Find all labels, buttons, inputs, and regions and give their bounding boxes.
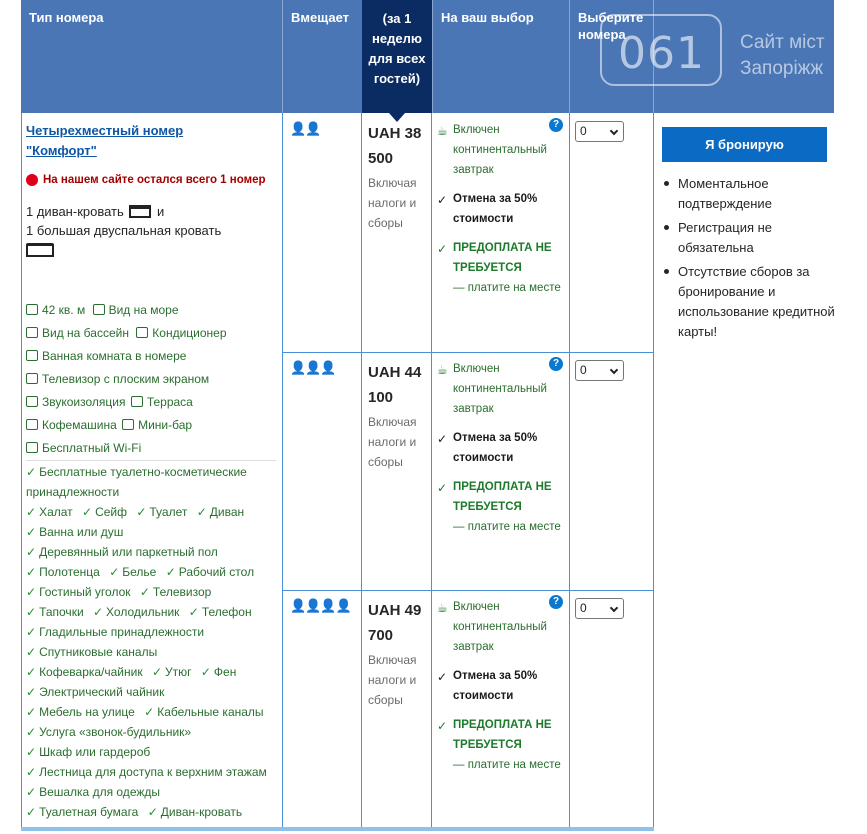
price-cell [368,360,434,472]
fact-row [26,322,276,345]
perk-item: Моментальное подтверждение [662,174,842,214]
amenity: Мебель на улице [39,705,135,719]
check-icon: ✓ [26,525,37,539]
check-icon: ✓ [151,665,162,679]
price-amount: UAH 38 500 [368,125,422,167]
check-icon: ✓ [26,705,37,719]
row-divider [282,352,654,353]
price-tax-note: Включая налоги и сборы [368,653,417,707]
coffee-cup-icon: ☕ [437,601,448,615]
check-icon: ✓ [437,719,448,733]
check-icon: ✓ [139,585,150,599]
fact-tv: Телевизор с плоским экраном [42,372,210,386]
check-icon: ✓ [136,505,147,519]
amenity: Шкаф или гардероб [39,745,151,759]
pay-at-property: — платите на месте [453,521,561,533]
help-icon[interactable]: ? [549,357,563,371]
check-icon: ✓ [26,625,37,639]
room-description [26,121,276,259]
bed-double-text: 1 большая двуспальная кровать [26,223,222,238]
check-icon: ✓ [26,645,37,659]
amenity: Тапочки [39,605,84,619]
fact-minibar: Мини-бар [138,418,193,432]
help-icon[interactable]: ? [549,118,563,132]
amenity: Телевизор [152,585,212,599]
header-room-type: Тип номера [29,10,104,25]
price-tax-note: Включая налоги и сборы [368,415,417,469]
amenity: Электрический чайник [39,685,165,699]
check-icon: ✓ [200,665,211,679]
check-icon: ✓ [26,605,37,619]
check-icon: ✓ [147,805,158,819]
room-facts [26,299,276,460]
check-icon: ✓ [437,242,448,256]
amenity-line [26,662,276,682]
wifi-icon [26,442,38,453]
no-prepayment-info: ✓ ПРЕДОПЛАТА НЕ ТРЕБУЕТСЯ [437,477,565,517]
amenity: Гладильные принадлежности [39,625,205,639]
amenity-line [26,502,276,522]
breakfast-info: ☕ Включен континентальный завтрак [437,120,565,180]
fact-row [26,391,276,414]
amenity: Кофеварка/чайник [39,665,143,679]
amenity-line [26,582,276,602]
red-dot-icon [26,174,38,186]
guests-3-icon: 👤👤👤 [290,360,336,375]
sea-view-icon [93,304,105,315]
check-icon: ✓ [26,765,37,779]
amenity-line [26,722,276,742]
amenity-line [26,602,276,622]
amenities-list [26,462,276,822]
choices-cell [437,597,565,775]
fact-area: 42 кв. м [42,303,86,317]
check-icon: ✓ [26,585,37,599]
price-amount: UAH 49 700 [368,602,422,644]
fact-ac: Кондиционер [152,326,227,340]
check-icon: ✓ [437,432,448,446]
choices-cell [437,359,565,537]
no-prepayment-info: ✓ ПРЕДОПЛАТА НЕ ТРЕБУЕТСЯ [437,238,565,278]
bed-sofa-text: 1 диван-кровать [26,204,124,219]
amenity: Спутниковые каналы [39,645,158,659]
amenity: Телефон [201,605,252,619]
cancellation-info: ✓ Отмена за 50% стоимости [437,666,565,706]
row-divider [282,590,654,591]
check-icon: ✓ [109,565,120,579]
amenity: Лестница для доступа к верхним этажам [39,765,267,779]
header-price-label: (за 1 неделю для всех гостей) [368,11,426,86]
check-icon: ✓ [82,505,93,519]
fact-row [26,299,276,322]
book-now-button[interactable]: Я бронирую [662,127,827,162]
fact-sea-view: Вид на море [108,303,179,317]
minibar-icon [122,419,134,430]
check-icon: ✓ [437,193,448,207]
booking-perks [662,174,842,346]
amenity: Услуга «звонок-будильник» [39,725,192,739]
fact-terrace: Терраса [146,395,193,409]
amenity: Сейф [95,505,127,519]
amenity-line [26,782,276,802]
check-icon: ✓ [26,685,37,699]
scarcity-notice [26,170,276,190]
amenity: Туалетная бумага [39,805,139,819]
check-icon: ✓ [437,481,448,495]
terrace-icon [131,396,143,407]
chevron-down-icon [610,604,618,612]
amenity-line [26,642,276,662]
check-icon: ✓ [26,785,37,799]
amenity: Деревянный или паркетный пол [39,545,218,559]
amenity: Утюг [165,665,192,679]
amenity-line [26,682,276,702]
amenity: Диван [209,505,245,519]
header-choices: На ваш выбор [441,10,534,25]
fact-row [26,345,276,368]
check-icon: ✓ [92,605,104,619]
room-name-link[interactable]: Четырехместный номер "Комфорт" [26,123,184,158]
header-sleeps: Вмещает [291,10,350,25]
site-watermark [600,10,867,116]
check-icon: ✓ [26,545,37,559]
chevron-down-icon [610,366,618,374]
cancellation-info: ✓ Отмена за 50% стоимости [437,428,565,468]
bed-info [26,202,276,259]
tv-icon [26,373,38,384]
check-icon: ✓ [26,745,37,759]
watermark-line2: Запоріжж [740,58,824,79]
amenity: Бесплатные туалетно-косметические принадлежности [26,465,247,499]
amenity: Холодильник [106,605,180,619]
check-icon: ✓ [26,465,37,479]
fact-wifi: Бесплатный Wi-Fi [42,441,142,455]
pay-at-property: — платите на месте [453,282,561,294]
check-icon: ✓ [188,605,199,619]
amenity-line [26,742,276,762]
divider [26,460,276,461]
perk-item: Отсутствие сборов за бронирование и использование кредитной карты! [662,262,842,342]
check-icon: ✓ [196,505,207,519]
area-icon [26,304,38,315]
room-quantity-select[interactable]: 0 [575,360,624,381]
fact-row [26,414,276,437]
amenity-line [26,562,276,582]
amenity: Кабельные каналы [157,705,264,719]
check-icon: ✓ [437,670,448,684]
price-tax-note: Включая налоги и сборы [368,176,417,230]
amenity-line [26,622,276,642]
check-icon: ✓ [26,565,37,579]
check-icon: ✓ [26,505,37,519]
breakfast-info: ☕ Включен континентальный завтрак [437,359,565,419]
amenity: Полотенца [39,565,100,579]
perk-item: Регистрация не обязательна [662,218,842,258]
fact-row [26,368,276,391]
price-amount: UAH 44 100 [368,364,422,406]
soundproof-icon [26,396,38,407]
snowflake-icon [136,327,148,338]
amenity-line [26,802,276,822]
scarcity-text: На нашем сайте остался всего 1 номер [43,174,266,186]
chevron-down-icon [610,127,618,135]
amenity-line [26,702,276,722]
pay-at-property: — платите на месте [453,759,561,771]
fact-bathroom: Ванная комната в номере [42,349,187,363]
breakfast-info: ☕ Включен континентальный завтрак [437,597,565,657]
sofa-bed-icon [129,205,151,218]
room-quantity-select[interactable]: 0 [575,121,624,142]
amenity-line [26,462,276,502]
double-bed-icon [26,243,54,257]
grid-line [282,113,283,829]
amenity: Халат [39,505,73,519]
amenity: Туалет [149,505,188,519]
grid-line [569,113,570,829]
amenity: Рабочий стол [178,565,255,579]
price-cell [368,598,434,710]
watermark-number: 061 [618,28,705,79]
grid-line [21,113,22,829]
amenity: Белье [122,565,157,579]
coffee-machine-icon [26,419,38,430]
choices-cell [437,120,565,298]
price-cell [368,121,434,233]
table-bottom-border [21,827,654,831]
header-select-rooms: Выберите номера [578,10,644,42]
amenity: Диван-кровать [160,805,243,819]
bed-join-text: и [157,204,165,219]
amenity-line [26,762,276,782]
coffee-cup-icon: ☕ [437,124,448,138]
guests-2-icon: 👤👤 [290,121,321,136]
cancellation-info: ✓ Отмена за 50% стоимости [437,189,565,229]
watermark-line1: Сайт міст [740,32,825,53]
fact-row [26,437,276,460]
grid-line [653,113,654,829]
no-prepayment-info: ✓ ПРЕДОПЛАТА НЕ ТРЕБУЕТСЯ [437,715,565,755]
amenity-line [26,542,276,562]
check-icon: ✓ [144,705,155,719]
amenity: Ванна или душ [39,525,124,539]
room-quantity-select[interactable]: 0 [575,598,624,619]
amenity: Гостиный уголок [39,585,131,599]
fact-soundproof: Звукоизоляция [42,395,126,409]
amenity: Вешалка для одежды [39,785,161,799]
amenity: Фен [213,665,237,679]
bath-icon [26,350,38,361]
fact-coffee-machine: Кофемашина [42,418,117,432]
amenity-line [26,522,276,542]
help-icon[interactable]: ? [549,595,563,609]
pool-view-icon [26,327,38,338]
grid-line [361,113,362,829]
coffee-cup-icon: ☕ [437,363,448,377]
fact-pool-view: Вид на бассейн [42,326,129,340]
check-icon: ✓ [26,725,37,739]
check-icon: ✓ [26,805,37,819]
guests-4-icon: 👤👤👤👤 [290,598,351,613]
header-price[interactable] [362,0,432,113]
check-icon: ✓ [165,565,176,579]
check-icon: ✓ [26,665,37,679]
